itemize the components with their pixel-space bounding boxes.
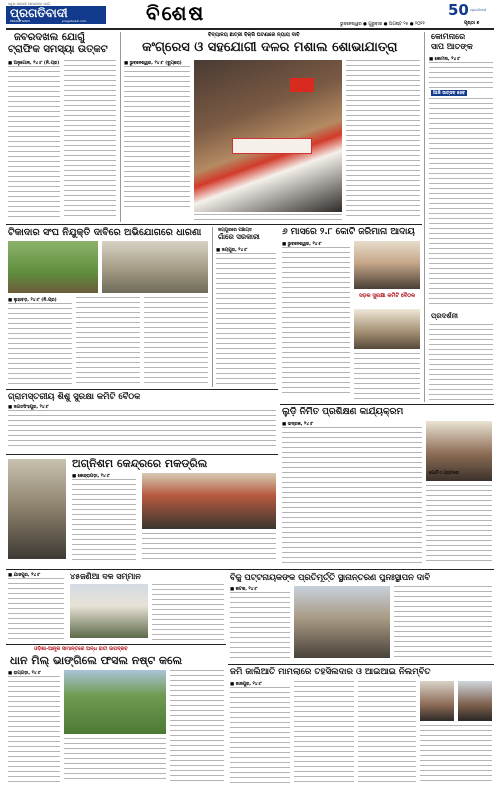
story-sports: [68, 572, 226, 642]
body-text: [429, 62, 493, 88]
page-number: ପୃଷ୍ଠା ୭: [464, 21, 480, 26]
headline-2: ଟ୍ରାଫିକ ସମସ୍ୟା ଉତ୍କଟ: [8, 44, 108, 55]
body-text: [429, 324, 493, 400]
body-text: [429, 98, 493, 308]
date-line: ଭୁବନେଶ୍ୱର ● ଗୁରୁବାର ● ଅଗଷ୍ଟ ୨୫ ● ୨୦୨୨: [340, 22, 425, 27]
story-bijupattnaik: [228, 572, 494, 662]
story-strike: [6, 227, 211, 387]
anniversary-caption: ପ୍ରଗତିବାଦୀ: [470, 8, 487, 12]
body-text: [194, 214, 342, 222]
body-text: [230, 592, 290, 658]
section-rule: [6, 644, 226, 645]
body-text: [124, 66, 190, 211]
headline: ଲୁଡ଼ି ନିର୍ମିତ ପ୍ରଶିକ୍ଷଣ କାର୍ଯ୍ୟକ୍ରମ: [282, 407, 404, 417]
body-text: [294, 681, 354, 783]
headline: ଅଗ୍ନିଶମ କେନ୍ଦ୍ରରେ ମକଡ୍ରିଲ: [72, 457, 208, 470]
story-pending: [6, 572, 66, 642]
headline: ଗ୍ରାମସ୍ତରୀୟ ଶିଶୁ ସୁରକ୍ଷା କମିଟି ବୈଠକ: [8, 392, 141, 402]
section-title: ବିଶେଷ: [146, 1, 206, 25]
story-congress: [122, 32, 422, 227]
dateline: ■ କେନ୍ଦ୍ରାପଡ଼ା, ୨୪।୮: [72, 474, 110, 479]
logo-sub: PRAGATIVADI: [10, 19, 30, 23]
headline: ଜମି ଜାଲିଆତି ମାମଲାରେ ତହସିଲଦାର ଓ ଆଇଆଇ ନିଲମ୍ବିତ: [230, 667, 431, 677]
headline: ଧାନ ମିଲ୍ ଭାଙ୍ଗିଲେ ଫସଲ ନଷ୍ଟ କଲେ: [10, 654, 183, 667]
photo-workers: [8, 241, 98, 293]
photo-statue: [294, 586, 390, 658]
dateline: ■ ଯାଜପୁର, ୨୪।୮: [8, 573, 41, 578]
headline: ଟିକାଦାର ସଂଘ ନିଯୁକ୍ତି ଦାବିରେ ଅଭିଯୋଗରେ ଧାରଣା: [8, 227, 202, 238]
headline: କୋମନାରେ: [431, 32, 466, 41]
body-text: [346, 60, 420, 220]
body-text: [8, 303, 72, 387]
story-right-col: [427, 470, 495, 567]
column-rule: [212, 227, 213, 387]
story-cancer: [427, 32, 495, 402]
body-text: [76, 297, 140, 387]
story-paddy: [6, 646, 226, 786]
dateline: ■ ଭୁବନେଶ୍ୱର, ୨୪।୮: [282, 242, 322, 247]
story-traffic: [6, 32, 118, 222]
anniversary-number: 50: [448, 1, 469, 19]
masthead: [0, 0, 500, 28]
logo-text: ପ୍ରଗତିବାଦୀ: [10, 6, 68, 20]
body-text: [142, 533, 276, 563]
section-rule: [228, 664, 494, 665]
body-text: [64, 738, 166, 782]
dateline: ■ ଲୁହାବଡ଼, ୨୪।୮ (ନି.ପ୍ର): [8, 298, 57, 303]
dateline: ■ କୋମନା, ୨୪।୮: [429, 57, 461, 62]
photo-officer-1: [420, 681, 454, 721]
photo-field: [64, 670, 166, 734]
body-text: [282, 427, 422, 565]
flag: [290, 78, 314, 92]
dateline: ■ ଜୟପୁର, ୨୪।୮: [216, 248, 248, 253]
photo-protest: [194, 60, 342, 212]
body-text: [64, 60, 116, 218]
kicker: ଓଡ଼ିଶା-ଆନ୍ଧ୍ର ସୀମାନ୍ତରେ ଅନ୍ଧ ହାତୀ ଉପଦ୍ରବ: [34, 646, 128, 652]
section-rule: [6, 224, 422, 225]
body-text: [216, 253, 276, 385]
kicker: ଆଜି ଉତ୍ସବ ହେବ: [433, 91, 466, 96]
body-text: [72, 479, 136, 563]
photo-officials: [354, 241, 420, 289]
box-label: ସଡ଼କ ସୁରକ୍ଷା କମିଟି ବୈଠକ: [358, 293, 416, 299]
body-text: [358, 681, 416, 783]
body-text: [144, 297, 208, 387]
story-jobs: [280, 227, 422, 402]
logo-url: pragativadi.com: [62, 19, 87, 23]
body-text: [152, 584, 224, 640]
headline: ୬ ମାସରେ ୨.୮ କୋଟି ଜରିମାନା ଆଦାୟ: [282, 227, 415, 237]
dateline: ■ ଜାଜପୁର, ୨୪।୮: [230, 682, 262, 687]
dateline: ■ ଜଗତସିଂହପୁର, ୨୪।୮: [8, 405, 49, 410]
body-text: [170, 670, 224, 782]
dateline: ■ ଅନୁଗୋଳ, ୨୪।୮ (ନି.ପ୍ର): [8, 61, 60, 66]
headline: ଗାଁରେ ସରକାରୀ: [218, 233, 260, 241]
story-jeevan: [6, 392, 278, 452]
story-crorepati: [214, 227, 278, 387]
kicker: ଜୟପୁରରେ ପଞ୍ଚାୟତ: [218, 228, 253, 233]
headline: ବିଜୁ ପଟ୍ଟନାୟକଙ୍କ ପ୍ରତିମୂର୍ତ୍ତି ସ୍ଥାନାନ୍ତରଣ ପୁନଃସ୍ଥାପନ ଦାବି: [230, 572, 431, 582]
body-text: [8, 578, 64, 640]
body-text: [394, 586, 492, 658]
section-rule: [6, 569, 494, 570]
body-text: [8, 66, 60, 218]
photo-team: [70, 584, 148, 638]
dateline: ■ ଭଦ୍ରକ, ୨୪।୮: [282, 422, 314, 427]
story-land: [228, 667, 494, 786]
body-text: [420, 725, 492, 783]
section-rule: [280, 404, 494, 405]
headline: ଜବରଦଖଲ ଯୋଗୁଁ: [14, 32, 85, 43]
column-rule: [424, 32, 425, 402]
section-rule: [6, 454, 278, 455]
banner: [232, 138, 312, 154]
dateline: ■ ଭୁବନେଶ୍ୱର, ୨୪।୮ (ବ୍ୟୁରୋ): [124, 61, 182, 66]
body-text: [282, 247, 350, 397]
tagline: ସବୁର କାହାଣୀ ଆପଣଙ୍କ ପାଇଁ: [8, 2, 50, 6]
kicker: ଗୋଟିଏ ଗ୍ରାମରେ: [429, 471, 459, 476]
logo: [6, 6, 106, 24]
body-text: [8, 410, 276, 450]
kicker: ବିଦ୍ୟାଳୟ ଛାତ୍ରୀ ବିକ୍ରି ଘଟଣାରେ ନ୍ୟାୟ ଦାବି: [208, 32, 300, 38]
body-text: [230, 687, 290, 783]
sub-headline: ପ୍ରଦର୍ଶନୀ: [431, 312, 458, 320]
headline: ୪୫ଜଣିଆ ଦଳ ସମ୍ମାନ: [70, 572, 141, 581]
body-text: [8, 676, 60, 782]
story-fire: [6, 457, 278, 567]
photo-meeting: [354, 309, 420, 349]
photo-site: [102, 241, 208, 293]
body-text: [354, 353, 420, 399]
masthead-rule: [6, 28, 494, 30]
dateline: ■ ରାୟଗଡ଼ା, ୨୪।୮: [8, 671, 41, 676]
headline-2: ସାପ ଆତଙ୍କ: [431, 42, 473, 51]
photo-drill: [8, 459, 66, 559]
column-rule: [120, 32, 121, 222]
dateline: ■ କଟକ, ୨୪।୮: [230, 587, 258, 592]
anniversary-logo: [444, 2, 494, 20]
photo-crowd: [142, 473, 276, 529]
headline: କଂଗ୍ରେସ ଓ ସହଯୋଗୀ ଦଳର ମଶାଲ ଶୋଭାଯାତ୍ରା: [142, 40, 398, 55]
section-rule: [6, 389, 278, 390]
photo-officer-2: [458, 681, 492, 721]
